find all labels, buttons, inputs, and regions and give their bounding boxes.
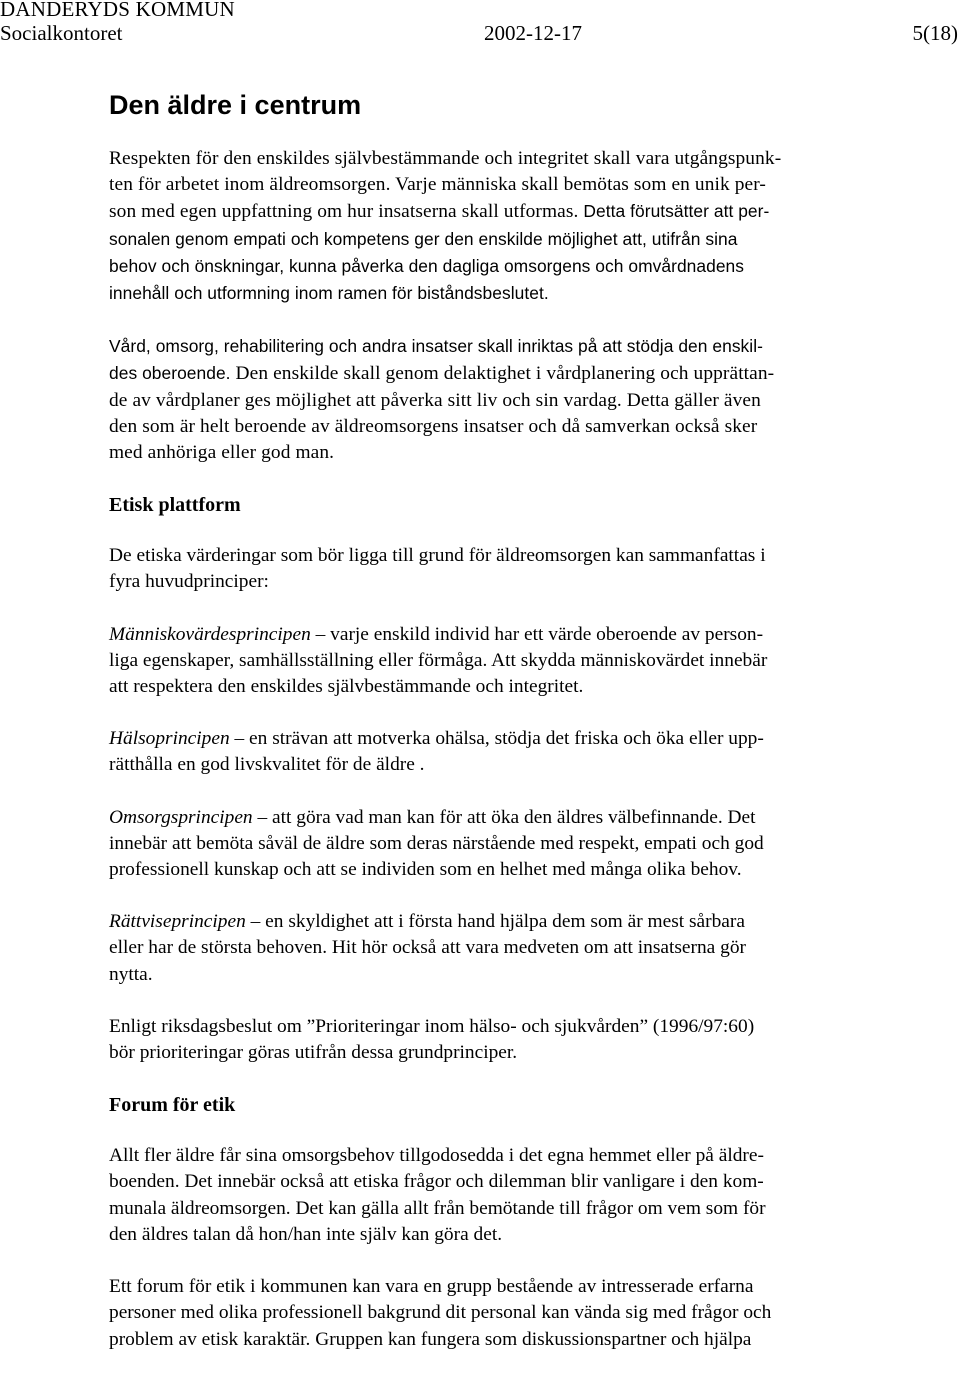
heading-forum-for-etik: Forum för etik bbox=[109, 1094, 236, 1117]
paragraph-forum: Ett forum för etik i kommunen kan vara en grupp bestående av intresserade erfarna personer med olika professionell bakgrund dit personal kan vända sig med frågor och problem av etisk karaktär. Gruppen kan fungera som diskussionspartner och hjälpa bbox=[109, 1276, 772, 1350]
principle-term: Rättviseprincipen bbox=[109, 911, 246, 933]
principle-omsorg bbox=[109, 805, 899, 884]
principle-manniskovarde bbox=[109, 622, 899, 701]
header-organization: DANDERYDS KOMMUN bbox=[0, 0, 235, 21]
principle-term: Hälsoprincipen bbox=[109, 728, 230, 750]
paragraph-vard bbox=[109, 333, 899, 466]
principle-rattvise bbox=[109, 909, 899, 988]
page-header bbox=[0, 0, 960, 48]
document-body bbox=[109, 88, 899, 1379]
paragraph-etiska-varderingar: De etiska värderingar som bör ligga till grund för äldreomsorgen kan sammanfattas i fyra huvudprinciper: bbox=[109, 545, 766, 593]
paragraph-respekt bbox=[109, 146, 899, 307]
principle-halso bbox=[109, 726, 899, 778]
paragraph-respekt-part1: Respekten för den enskildes självbestämmande och integritet skall vara utgångspunk- ten för arbetet inom äldreomsorgen. Varje människa skall bemötas som en unik per- son med egen uppfattning om hur insatserna skall utformas. bbox=[109, 148, 782, 223]
page-title: Den äldre i centrum bbox=[109, 90, 362, 120]
header-department: Socialkontoret bbox=[0, 21, 123, 45]
principle-term: Människovärdesprincipen bbox=[109, 623, 311, 645]
paragraph-respekt-part2: Detta förutsätter att per- sonalen genom empati och kompetens ger den enskilde möjlighet att, utifrån sina behov och önskningar, kunna påverka den dagliga omsorgens och omvårdnadens innehåll och utformning inom ramen för biståndsbeslutet. bbox=[109, 201, 770, 304]
principle-term: Omsorgsprincipen bbox=[109, 806, 253, 828]
heading-etisk-plattform: Etisk plattform bbox=[109, 494, 241, 517]
paragraph-allt-fler: Allt fler äldre får sina omsorgsbehov tillgodosedda i det egna hemmet eller på äldre- boenden. Det innebär också att etiska frågor och dilemman blir vanligare i den kom- munala äldreomsorgen. Det kan gälla allt från bemötande till frågor om vem som för den äldres talan då hon/han inte själv kan göra det. bbox=[109, 1145, 766, 1245]
header-date: 2002-12-17 bbox=[484, 21, 582, 45]
paragraph-vard-part2: Den enskilde skall genom delaktighet i vårdplanering och upprättan- de av vårdplaner ges möjlighet att påverka sitt liv och sin vardag. Detta gäller även den som är helt beroende av äldreomsorgens insatser och då samverkan också sker med anhöriga eller god man. bbox=[109, 363, 775, 464]
principle-text: – en strävan att motverka ohälsa, stödja det friska och öka eller upp- rätthålla en god livskvalitet för de äldre . bbox=[109, 728, 764, 776]
principle-text: – en skyldighet att i första hand hjälpa dem som är mest sårbara eller har de största behoven. Hit hör också att vara medveten om att insatserna gör nytta. bbox=[109, 911, 746, 985]
paragraph-vard-part1: Vård, omsorg, rehabilitering och andra insatser skall inriktas på att stödja den enskil- des oberoende. bbox=[109, 336, 763, 384]
paragraph-riksdagsbeslut: Enligt riksdagsbeslut om ”Prioriteringar inom hälso- och sjukvården” (1996/97:60) bör prioriteringar göras utifrån dessa grundprinciper. bbox=[109, 1015, 755, 1064]
header-page-number: 5(18) bbox=[912, 21, 958, 45]
principle-text: – att göra vad man kan för att öka den äldres välbefinnande. Det innebär att bemöta såväl de äldre som deras närstående med respekt, empati och god professionell kunskap och att se individen som en helhet med många olika behov. bbox=[109, 806, 764, 881]
principle-text: – varje enskild individ har ett värde oberoende av person- liga egenskaper, samhällsställning eller förmåga. Att skydda människovärdet innebär att respektera den enskildes självbestämmande och integritet. bbox=[109, 623, 768, 698]
